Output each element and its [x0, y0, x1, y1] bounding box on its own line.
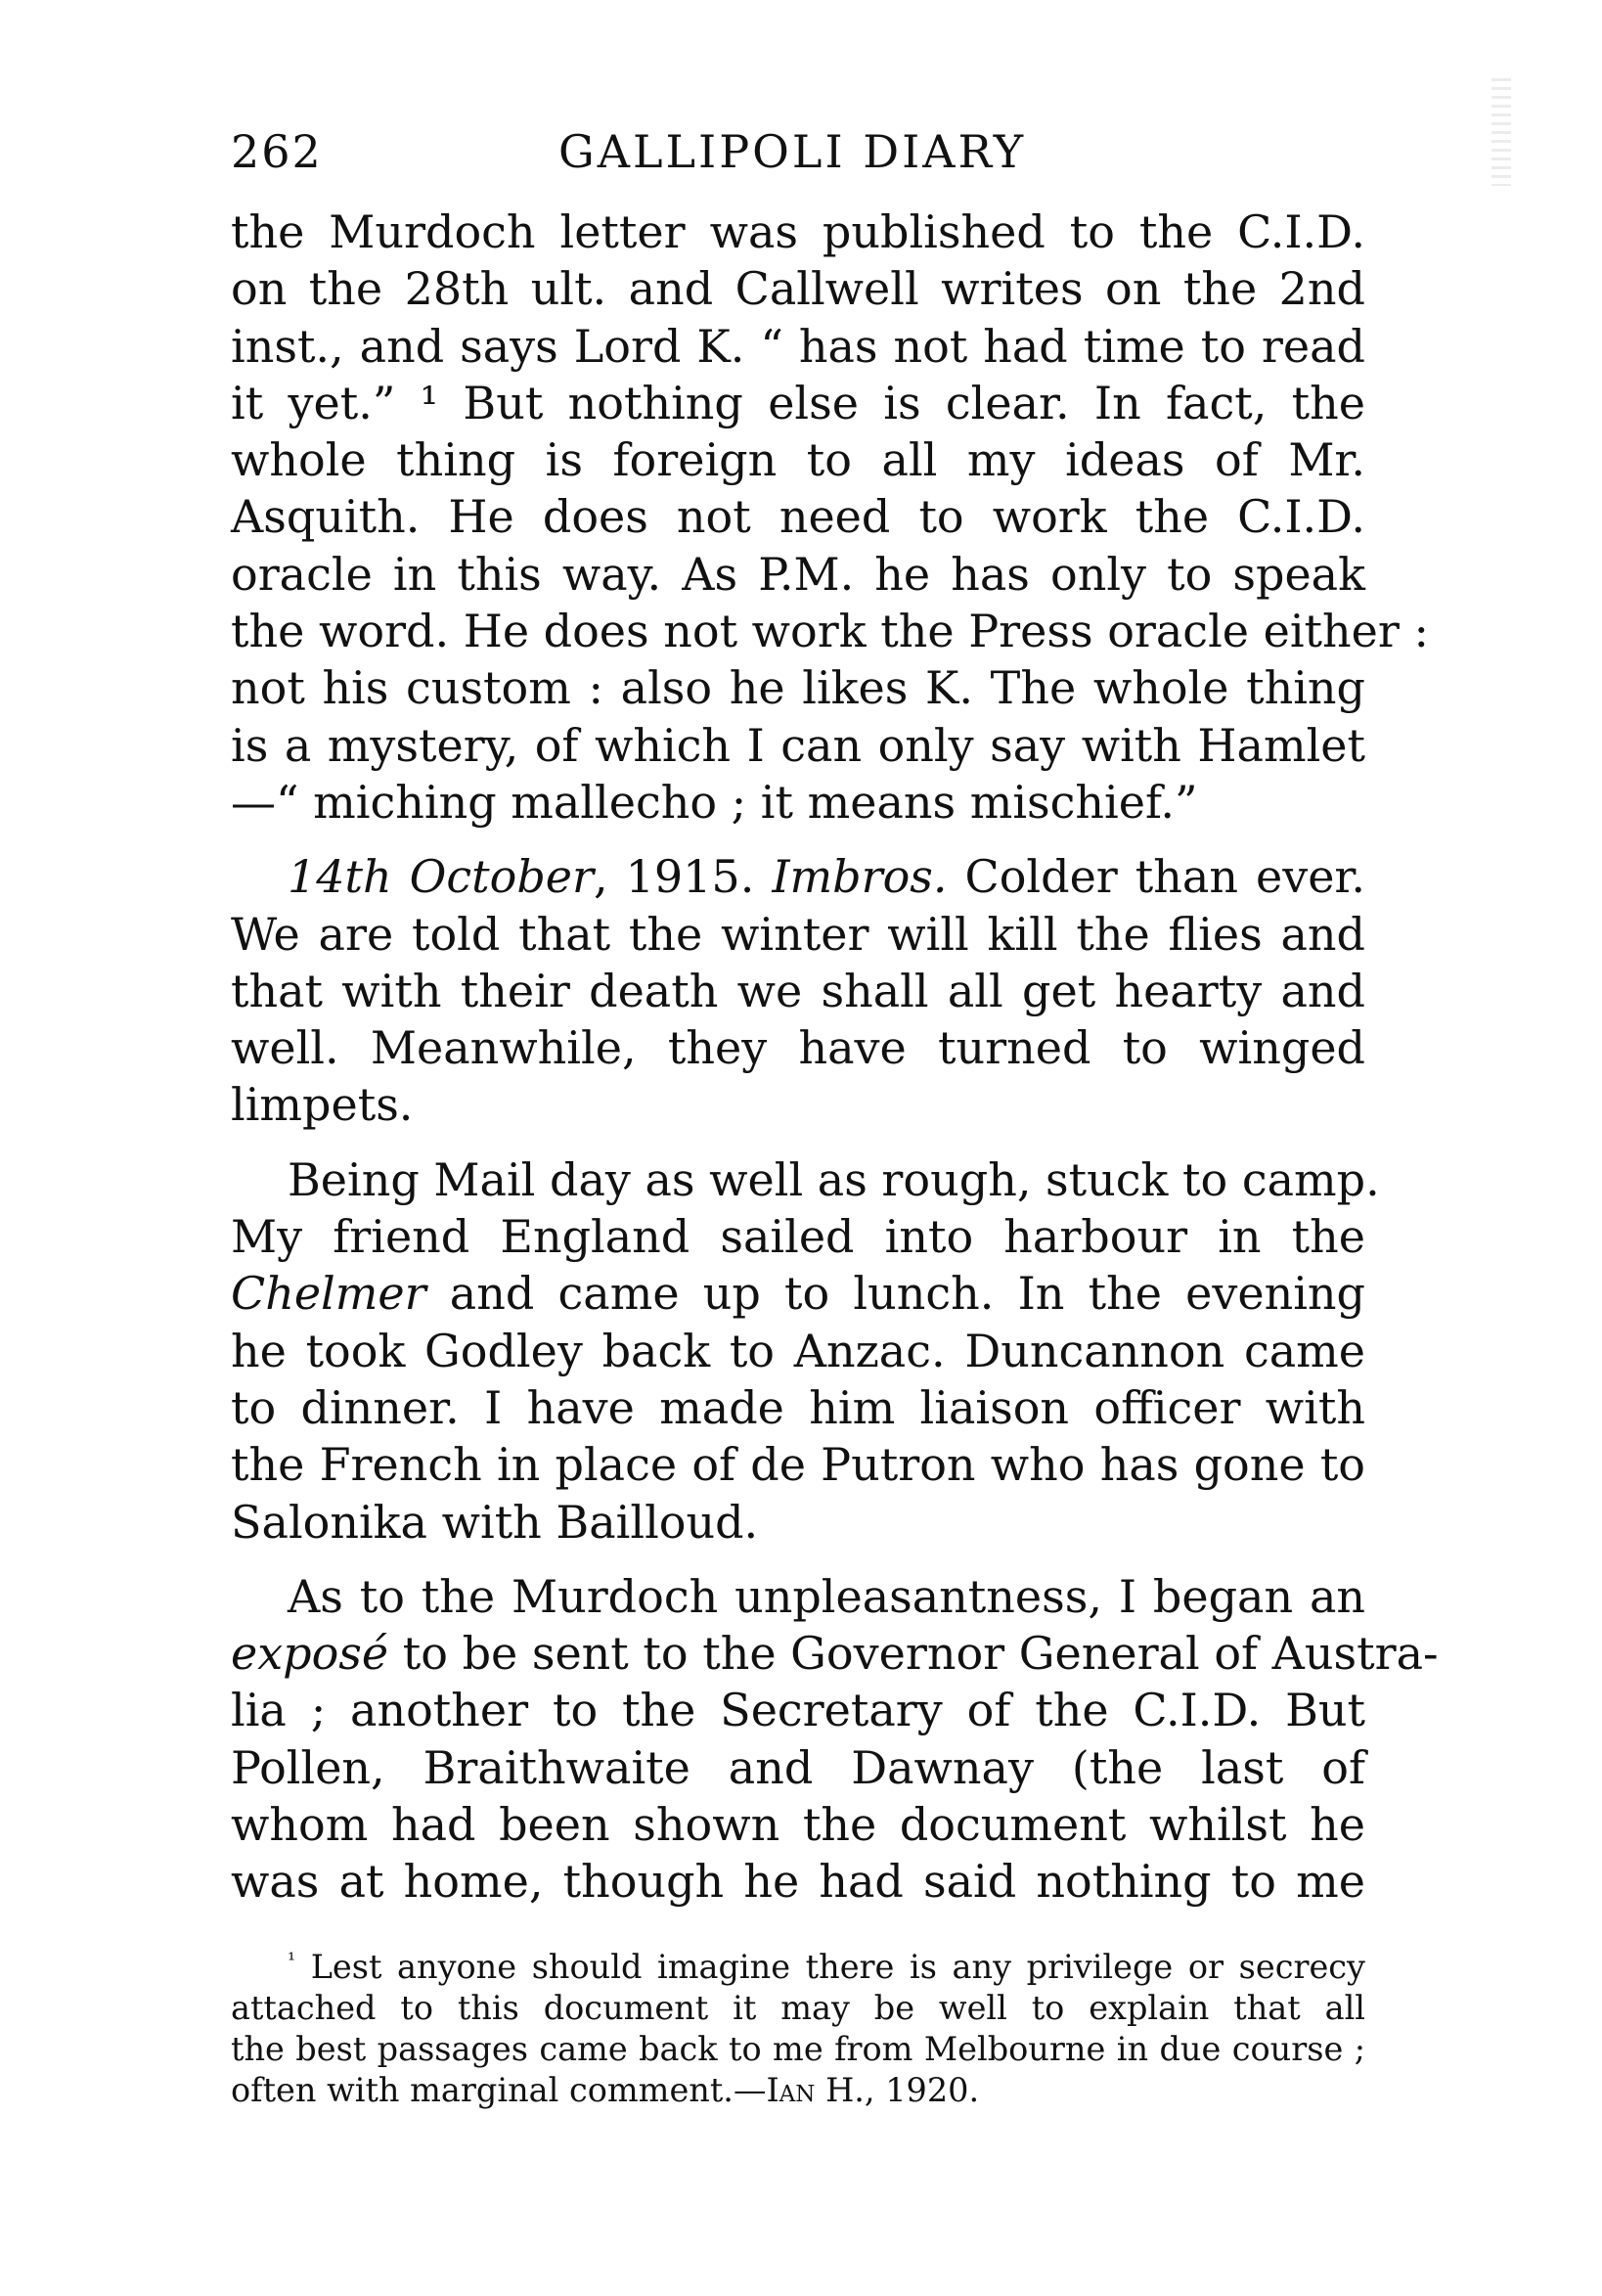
text-line: not his custom : also he likes K. The whole thing: [231, 661, 1365, 715]
text-line: whom had been shown the document whilst he: [231, 1798, 1365, 1852]
text-line: the French in place of de Putron who has gone to: [231, 1438, 1365, 1492]
footnote-line: $^{^1}$ Lest anyone should imagine there is any privilege or secrecy: [288, 1947, 1365, 1986]
text-line: —“ miching mallecho ; it means mischief.”: [231, 775, 1198, 829]
text-line: whole thing is foreign to all my ideas of Mr.: [231, 433, 1365, 487]
paragraph-1: [231, 203, 1429, 831]
text-line: My friend England sailed into harbour in the: [231, 1210, 1365, 1264]
page-number: 262: [231, 125, 323, 178]
paragraph-4: [231, 1568, 1439, 1911]
footnote-line: attached to this document it may be well to explain that all: [231, 1989, 1365, 2027]
text-line: that with their death we shall all get hearty and: [231, 964, 1365, 1017]
text-line: the word. He does not work the Press oracle either :: [231, 605, 1429, 658]
text-line: the Murdoch letter was published to the C.I.D.: [231, 205, 1365, 258]
ship-name: Chelmer: [231, 1267, 426, 1321]
text-line: exposé to be sent to the Governor General of Austra-: [231, 1627, 1439, 1681]
text-line: Salonika with Bailloud.: [231, 1495, 759, 1549]
body-text: [231, 203, 1439, 1911]
footnote: [231, 1947, 1365, 2111]
diary-entry-heading: 14th October, 1915. Imbros. Colder than ever.: [288, 850, 1365, 904]
text-line: he took Godley back to Anzac. Duncannon came: [231, 1324, 1365, 1377]
text-line: on the 28th ult. and Callwell writes on the 2nd: [231, 262, 1365, 316]
paragraph-3: [231, 1151, 1380, 1551]
text-line: lia ; another to the Secretary of the C.I.D. But: [231, 1684, 1365, 1737]
footnote-marker: ¹: [288, 1947, 296, 1971]
text-line: well. Meanwhile, they have turned to winged: [231, 1021, 1365, 1075]
text-line: Asquith. He does not need to work the C.I.D.: [231, 490, 1365, 544]
text-line: to dinner. I have made him liaison officer with: [231, 1380, 1365, 1434]
text-line: oracle in this way. As P.M. he has only to speak: [231, 547, 1365, 601]
page-edge-smudge: [1491, 78, 1511, 186]
text-line: inst., and says Lord K. “ has not had time to read: [231, 319, 1365, 373]
text-line: Pollen, Braithwaite and Dawnay (the last of: [231, 1740, 1365, 1794]
text-line: We are told that the winter will kill the flies and: [231, 907, 1365, 961]
text-line: limpets.: [231, 1078, 414, 1132]
entry-place: Imbros.: [772, 850, 948, 904]
running-head: [231, 125, 1365, 184]
text-line: As to the Murdoch unpleasantness, I began an: [288, 1569, 1365, 1623]
footnote-signature: Ian: [766, 2071, 816, 2109]
running-title: GALLIPOLI DIARY: [558, 125, 1027, 178]
text-line: Being Mail day as well as rough, stuck to camp.: [288, 1152, 1380, 1206]
text-line: it yet.” ¹ But nothing else is clear. In fact, the: [231, 376, 1365, 429]
italic-word: exposé: [231, 1627, 389, 1681]
entry-date: 14th October: [288, 850, 594, 904]
text-line: is a mystery, of which I can only say with Hamlet: [231, 718, 1365, 772]
footnote-line: the best passages came back to me from Melbourne in due course ;: [231, 2030, 1365, 2068]
text-line: Chelmer and came up to lunch. In the evening: [231, 1267, 1365, 1321]
text-line: was at home, though he had said nothing to me: [231, 1855, 1365, 1909]
paragraph-2: [231, 848, 1365, 1133]
footnote-line: often with marginal comment.—Ian H., 1920.: [231, 2071, 980, 2109]
